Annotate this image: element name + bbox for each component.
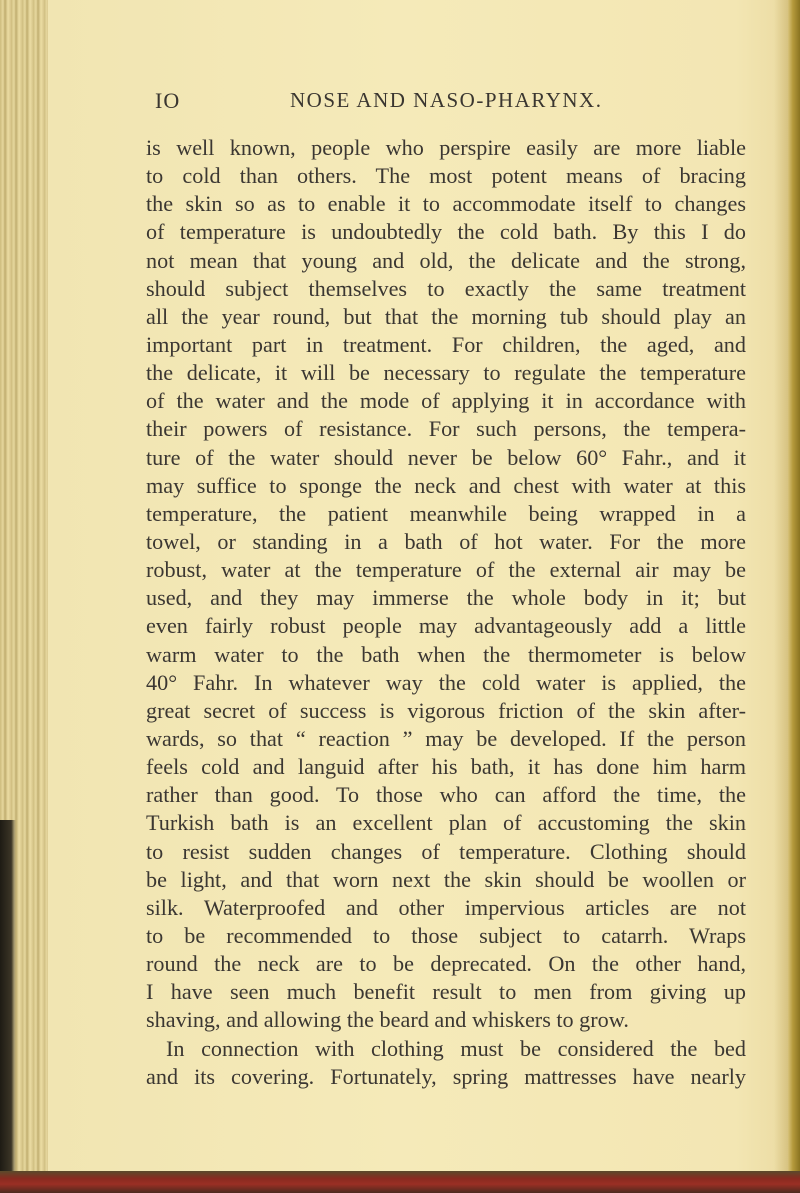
body-text <box>146 134 746 1091</box>
text-line: is well known, people who perspire easily are more liable <box>146 135 746 160</box>
text-line: rather than good. To those who can afford the time, the <box>146 782 746 808</box>
text-line: towel, or standing in a bath of hot water. For the more <box>146 528 746 554</box>
text-line: silk. Waterproofed and other impervious articles are not <box>146 894 746 920</box>
text-line: great secret of success is vigorous friction of the skin after- <box>146 697 746 723</box>
text-line: In connection with clothing must be considered the bed <box>166 1035 746 1061</box>
text-line: robust, water at the temperature of the external air may be <box>146 557 746 583</box>
page-edge-shadow <box>774 0 788 1193</box>
text-line: the skin so as to enable it to accommodate itself to changes <box>146 191 746 217</box>
text-line: to resist sudden changes of temperature. Clothing should <box>146 838 746 864</box>
text-line: to cold than others. The most potent means of bracing <box>146 163 746 189</box>
text-line: may suffice to sponge the neck and chest with water at this <box>146 472 746 498</box>
text-line: wards, so that “ reaction ” may be developed. If the person <box>146 725 746 751</box>
text-line: Turkish bath is an excellent plan of accustoming the skin <box>146 810 746 836</box>
text-line: the delicate, it will be necessary to regulate the temperature <box>146 360 746 386</box>
text-line: temperature, the patient meanwhile being wrapped in a <box>146 500 746 526</box>
text-line: not mean that young and old, the delicate and the strong, <box>146 247 746 273</box>
text-line: their powers of resistance. For such persons, the tempera- <box>146 416 746 442</box>
page-number: IO <box>155 88 181 113</box>
text-line: round the neck are to be deprecated. On the other hand, <box>146 951 746 977</box>
book-cover-edge <box>788 0 800 1193</box>
running-head <box>155 88 755 118</box>
text-line: important part in treatment. For children, the aged, and <box>146 331 746 357</box>
text-line: to be recommended to those subject to catarrh. Wraps <box>146 922 746 948</box>
text-line: I have seen much benefit result to men from giving up <box>146 979 746 1005</box>
text-line: and its covering. Fortunately, spring mattresses have nearly <box>146 1063 746 1089</box>
text-line: shaving, and allowing the beard and whiskers to grow. <box>146 1007 629 1033</box>
text-line: ture of the water should never be below 60° Fahr., and it <box>146 444 746 470</box>
text-line: used, and they may immerse the whole body in it; but <box>146 585 746 611</box>
text-line: 40° Fahr. In whatever way the cold water is applied, the <box>146 669 746 695</box>
text-line: of temperature is undoubtedly the cold bath. By this I do <box>146 219 746 245</box>
text-line: warm water to the bath when the thermometer is below <box>146 641 746 667</box>
text-line: of the water and the mode of applying it in accordance with <box>146 388 746 414</box>
text-line: feels cold and languid after his bath, it has done him harm <box>146 754 746 780</box>
text-line: even fairly robust people may advantageously add a little <box>146 613 746 639</box>
book-binding-shadow <box>0 820 16 1180</box>
book-bottom-edge <box>0 1171 800 1193</box>
running-head-title: NOSE AND NASO-PHARYNX. <box>290 88 603 112</box>
text-line: should subject themselves to exactly the same treatment <box>146 275 746 301</box>
text-line: all the year round, but that the morning tub should play an <box>146 303 746 329</box>
text-line: be light, and that worn next the skin should be woollen or <box>146 866 746 892</box>
